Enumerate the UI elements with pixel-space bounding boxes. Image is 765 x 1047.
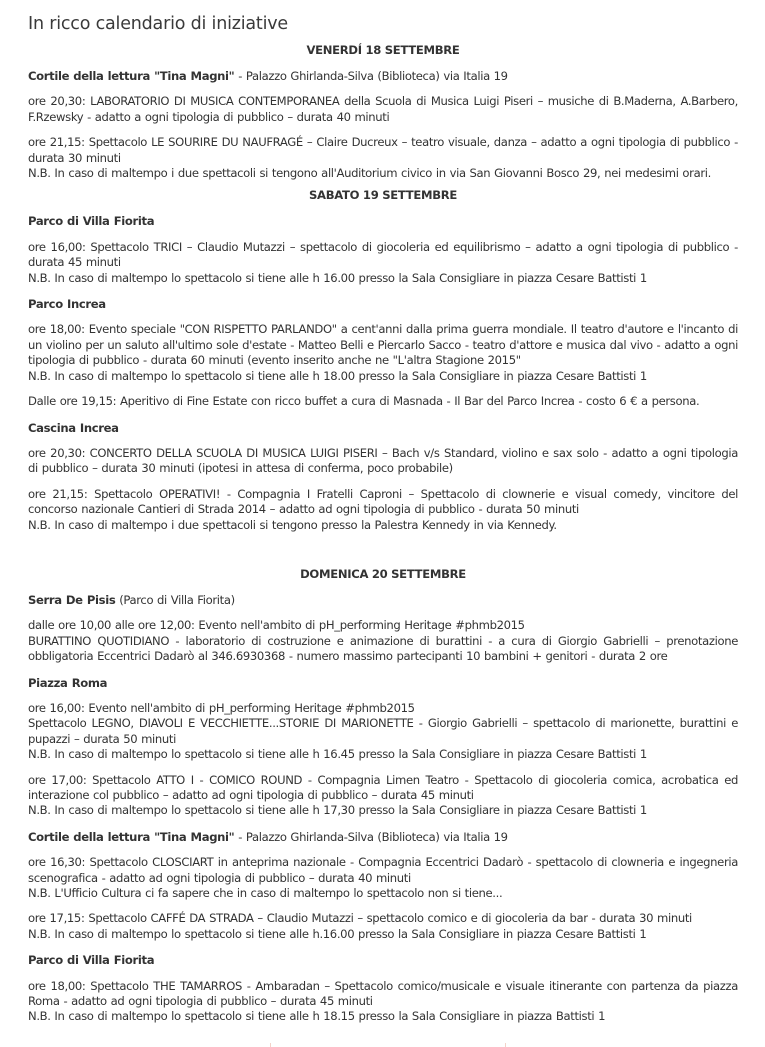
event-entry xyxy=(28,979,738,1025)
venue-name: Parco di Villa Fiorita xyxy=(28,214,155,229)
venue-name: Cascina Increa xyxy=(28,420,119,435)
venue-address: (Parco di Villa Fiorita) xyxy=(115,592,235,607)
day-heading: VENERDÍ 18 SETTEMBRE xyxy=(306,43,460,57)
divider-mark xyxy=(270,1043,271,1047)
day-heading: SABATO 19 SETTEMBRE xyxy=(309,188,457,203)
article-body xyxy=(28,0,738,1025)
weather-note: N.B. In caso di maltempo lo spettacolo si tiene alle h 17,30 presso la Sala Consigliare in piazza Cesare Battisti 1 xyxy=(28,803,647,818)
venue-heading xyxy=(28,214,738,229)
event-description: ore 21,15: Spettacolo LE SOURIRE DU NAUFRAGÉ – Claire Ducreux – teatro visuale, danza – adatto a ogni tipologia di pubblico - durata 30 minuti xyxy=(28,135,738,165)
weather-note: N.B. L'Ufficio Cultura ci fa sapere che in caso di maltempo lo spettacolo non si tiene... xyxy=(28,886,503,901)
event-description: dalle ore 10,00 alle ore 12,00: Evento nell'ambito di pH_performing Heritage #phmb2015 xyxy=(28,618,525,633)
venue-heading xyxy=(28,676,738,691)
event-description: ore 18,00: Evento speciale "CON RISPETTO PARLANDO" a cent'anni dalla prima guerra mondiale. Il teatro d'autore e l'incanto di un violino per un saluto all'ultimo sole d'estate - Matteo Belli e Piercarlo Sacco - teatro d'attore e musica dal vivo - adatto a ogni tipologia di pubblico - durata 60 minuti (evento inserito anche ne "L'altra Stagione 2015" xyxy=(28,322,738,368)
event-entry xyxy=(28,446,738,477)
event-entry xyxy=(28,94,738,125)
venue-address: - Palazzo Ghirlanda-Silva (Biblioteca) via Italia 19 xyxy=(234,69,508,83)
venue-heading xyxy=(28,953,738,968)
event-description: ore 16,30: Spettacolo CLOSCIART in anteprima nazionale - Compagnia Eccentrici Dadarò - spettacolo di clowneria e ingegneria scenografica - adatto ad ogni tipologia di pubblico – durata 40 minuti xyxy=(28,855,738,885)
venue-heading xyxy=(28,830,738,845)
day-heading: DOMENICA 20 SETTEMBRE xyxy=(300,566,466,581)
divider-mark xyxy=(505,1043,506,1047)
weather-note: N.B. In caso di maltempo i due spettacoli si tengono all'Auditorium civico in via San Giovanni Bosco 29, nei medesimi orari. xyxy=(28,166,711,181)
page-bottom-marks xyxy=(0,1043,765,1047)
event-description: Dalle ore 19,15: Aperitivo di Fine Estate con ricco buffet a cura di Masnada - Il Bar del Parco Increa - costo 6 € a persona. xyxy=(28,394,700,409)
event-description: ore 21,15: Spettacolo OPERATIVI! - Compagnia I Fratelli Caproni – Spettacolo di clownerie e visual comedy, vincitore del concorso nazionale Cantieri di Strada 2014 – adatto ad ogni tipologia di pubblico - durata 50 minuti xyxy=(28,486,738,517)
event-entry xyxy=(28,240,738,286)
weather-note: N.B. In caso di maltempo lo spettacolo si tiene alle h.16.00 presso la Sala Consigliare in piazza Cesare Battisti 1 xyxy=(28,926,647,941)
event-entry xyxy=(28,394,738,409)
page-title: In ricco calendario di iniziative xyxy=(28,14,288,34)
venue-name: Cortile della lettura "Tina Magni" xyxy=(28,829,235,844)
venue-heading xyxy=(28,297,738,312)
event-entry xyxy=(28,911,738,942)
event-entry xyxy=(28,855,738,901)
event-entry xyxy=(28,135,738,181)
event-description: ore 20,30: CONCERTO DELLA SCUOLA DI MUSICA LUIGI PISERI – Bach v/s Standard, violino e sax solo - adatto a ogni tipologia di pubblico – durata 30 minuti (ipotesi in attesa di conferma, poco probabile) xyxy=(28,445,738,476)
event-detail: Spettacolo LEGNO, DIAVOLI E VECCHIETTE...STORIE DI MARIONETTE - Giorgio Gabrielli – spettacolo di marionette, burattini e pupazzi – durata 50 minuti xyxy=(28,716,738,746)
event-calendar xyxy=(28,43,738,1025)
event-description: ore 16,00: Spettacolo TRICI – Claudio Mutazzi – spettacolo di giocoleria ed equilibrismo – adatto a ogni tipologia di pubblico - durata 45 minuti xyxy=(28,239,738,270)
weather-note: N.B. In caso di maltempo i due spettacoli si tengono presso la Palestra Kennedy in via Kennedy. xyxy=(28,517,557,532)
weather-note: N.B. In caso di maltempo lo spettacolo si tiene alle h 18.15 presso la Sala Consigliare in piazza Battisti 1 xyxy=(28,1009,606,1024)
event-entry xyxy=(28,701,738,763)
event-description: ore 18,00: Spettacolo THE TAMARROS - Ambaradan – Spettacolo comico/musicale e visuale itinerante con partenza da piazza Roma - adatto ad ogni tipologia di pubblico – durata 45 minuti xyxy=(28,978,738,1009)
event-detail: BURATTINO QUOTIDIANO - laboratorio di costruzione e animazione di burattini - a cura di Giorgio Gabrielli – prenotazione obbligatoria Eccentrici Dadarò al 346.6930368 - numero massimo partecipanti 10 bambini + genitori - durata 2 ore xyxy=(28,633,738,664)
venue-name: Serra De Pisis xyxy=(28,592,116,607)
venue-heading xyxy=(28,421,738,436)
venue-name: Piazza Roma xyxy=(28,675,108,690)
venue-name: Parco Increa xyxy=(28,297,106,312)
event-entry xyxy=(28,618,738,664)
event-description: ore 17,15: Spettacolo CAFFÉ DA STRADA – Claudio Mutazzi – spettacolo comico e di giocoleria da bar - durata 30 minuti xyxy=(28,911,692,926)
weather-note: N.B. In caso di maltempo lo spettacolo si tiene alle h 16.45 presso la Sala Consigliare in piazza Cesare Battisti 1 xyxy=(28,747,647,762)
venue-name: Parco di Villa Fiorita xyxy=(28,953,155,968)
event-description: ore 17,00: Spettacolo ATTO I - COMICO ROUND - Compagnia Limen Teatro - Spettacolo di giocoleria comica, acrobatica ed interazione col pubblico – adatto ad ogni tipologia di pubblico – durata 45 minuti xyxy=(28,772,738,802)
venue-name: Cortile della lettura "Tina Magni" xyxy=(28,69,235,83)
event-description: ore 20,30: LABORATORIO DI MUSICA CONTEMPORANEA della Scuola di Musica Luigi Piseri – musiche di B.Maderna, A.Barbero, F.Rzewsky - adatto a ogni tipologia di pubblico – durata 40 minuti xyxy=(28,94,738,124)
event-entry xyxy=(28,322,738,384)
weather-note: N.B. In caso di maltempo lo spettacolo si tiene alle h 16.00 presso la Sala Consigliare in piazza Cesare Battisti 1 xyxy=(28,270,647,285)
event-description: ore 16,00: Evento nell'ambito di pH_performing Heritage #phmb2015 xyxy=(28,700,415,715)
venue-heading xyxy=(28,69,738,84)
venue-address: - Palazzo Ghirlanda-Silva (Biblioteca) via Italia 19 xyxy=(234,829,508,844)
venue-heading xyxy=(28,593,738,608)
event-entry xyxy=(28,487,738,533)
weather-note: N.B. In caso di maltempo lo spettacolo si tiene alle h 18.00 presso la Sala Consigliare in piazza Cesare Battisti 1 xyxy=(28,368,647,383)
event-entry xyxy=(28,773,738,819)
